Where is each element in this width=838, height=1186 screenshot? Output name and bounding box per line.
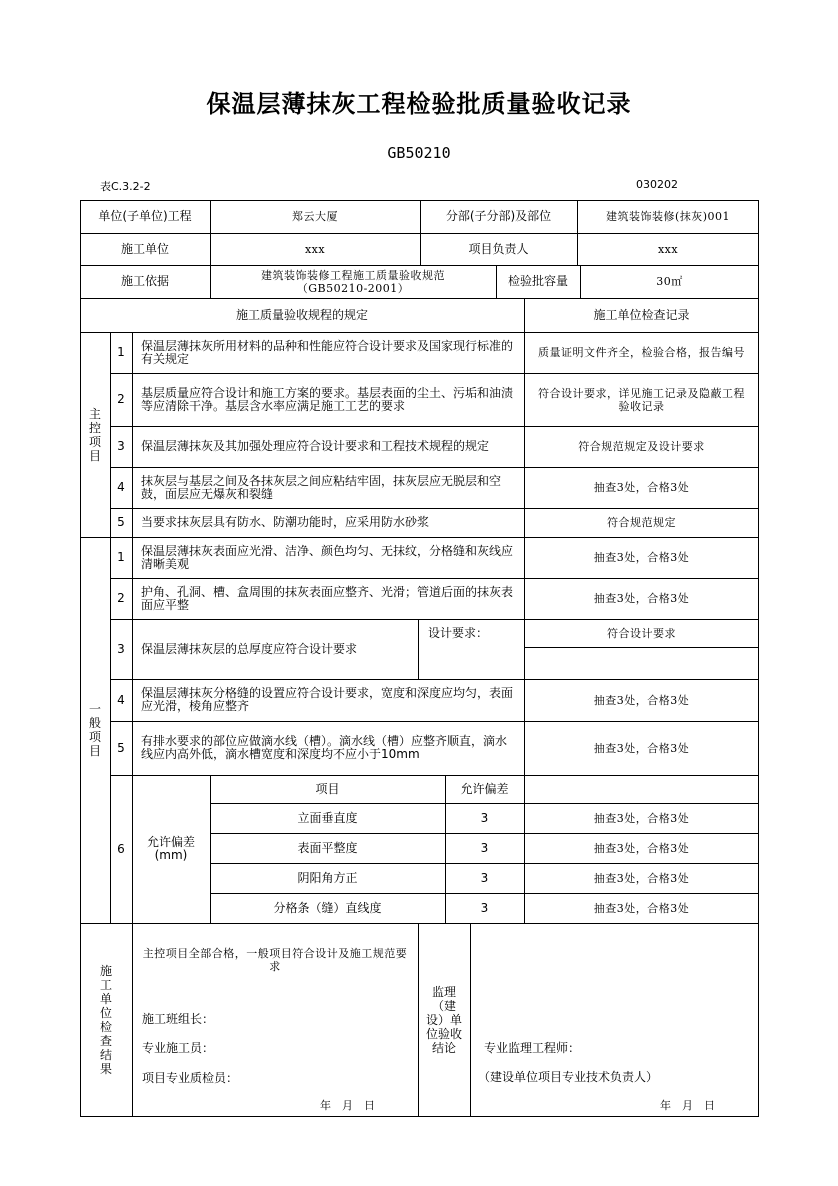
team-leader-label: 施工班组长： — [142, 1012, 215, 1026]
supervising-engineer-label: 专业监理工程师： — [484, 1041, 581, 1055]
tolerance-row-item: 表面平整度 — [297, 840, 358, 855]
supervisor-result-label: 监理（建设）单位验收结论 — [426, 985, 463, 1055]
tolerance-row-item: 阴阳角方正 — [297, 870, 358, 885]
record-column-header: 施工单位检查记录 — [593, 307, 690, 322]
inspection-table — [80, 200, 759, 1117]
tolerance-row-record: 抽查3处，合格3处 — [593, 901, 690, 915]
contractor-result-text: 主控项目全部合格，一般项目符合设计及施工规范要求 — [142, 947, 408, 973]
basis-value: 建筑装饰装修工程施工质量验收规范（GB50210-2001） — [261, 268, 445, 295]
design-requirement-label: 设计要求： — [428, 625, 489, 640]
main-item-no: 2 — [117, 392, 125, 406]
main-item-text: 当要求抹灰层具有防水、防潮功能时，应采用防水砂浆 — [141, 515, 430, 529]
unit-value: 郑云大厦 — [292, 210, 338, 223]
general-item-text: 保温层薄抹灰层的总厚度应符合设计要求 — [141, 641, 358, 656]
tolerance-row-item: 分格条（缝）直线度 — [273, 900, 382, 915]
main-item-no: 1 — [117, 345, 125, 359]
page-title: 保温层薄抹灰工程检验批质量验收记录 — [206, 90, 632, 118]
main-item-no: 3 — [117, 439, 125, 453]
capacity-label: 检验批容量 — [507, 274, 568, 288]
main-item-text: 保温层薄抹灰所用材料的品种和性能应符合设计要求及国家现行标准的有关规定 — [141, 338, 514, 366]
tolerance-dev-header: 允许偏差 — [460, 781, 509, 796]
general-item-record: 抽查3处，合格3处 — [593, 741, 690, 755]
owner-representative-label: （建设单位项目专业技术负责人） — [478, 1070, 659, 1084]
manager-value: xxx — [657, 242, 679, 256]
general-item-record: 抽查3处，合格3处 — [593, 693, 690, 707]
main-item-record: 符合规范规定及设计要求 — [578, 440, 705, 453]
tolerance-row-record: 抽查3处，合格3处 — [593, 811, 690, 825]
tolerance-label: 允许偏差(mm) — [146, 835, 195, 862]
basis-label: 施工依据 — [120, 274, 169, 288]
division-value: 建筑装饰装修(抹灰)001 — [605, 210, 731, 223]
contractor-value: xxx — [304, 242, 326, 256]
construction-worker-label: 专业施工员： — [142, 1041, 215, 1055]
tolerance-row-dev: 3 — [480, 810, 489, 825]
main-item-no: 4 — [117, 480, 125, 494]
general-item-text: 有排水要求的部位应做滴水线（槽）。滴水线（槽）应整齐顺直，滴水线应内高外低，滴水槽宽度和深度均不应小于10mm — [141, 734, 508, 761]
general-item-no: 4 — [117, 692, 125, 707]
standard-code: GB50210 — [387, 144, 451, 162]
tolerance-row-item: 立面垂直度 — [297, 810, 358, 825]
tolerance-row-dev: 3 — [480, 900, 489, 915]
general-item-record: 抽查3处，合格3处 — [593, 551, 690, 564]
supervisor-date: 年 月 日 — [660, 1099, 715, 1112]
main-item-record: 符合规范规定 — [607, 516, 676, 529]
main-item-record: 抽查3处，合格3处 — [593, 481, 690, 494]
form-number: 表C.3.2-2 — [100, 180, 151, 193]
main-item-record: 质量证明文件齐全，检验合格，报告编号 — [538, 346, 745, 359]
general-item-text: 护角、孔洞、槽、盒周围的抹灰表面应整齐、光滑；管道后面的抹灰表面应平整 — [141, 584, 514, 612]
contractor-date: 年 月 日 — [320, 1099, 375, 1112]
form-code: 030202 — [636, 178, 678, 191]
tolerance-item-no: 6 — [117, 841, 125, 856]
general-item-text: 保温层薄抹灰表面应光滑、洁净、颜色均匀、无抹纹，分格缝和灰线应清晰美观 — [141, 543, 514, 571]
tolerance-row-record: 抽查3处，合格3处 — [593, 841, 690, 855]
main-item-text: 保温层薄抹灰及其加强处理应符合设计要求和工程技术规程的规定 — [141, 439, 490, 453]
tolerance-row-dev: 3 — [480, 840, 489, 855]
general-item-no: 1 — [117, 550, 125, 564]
main-item-no: 5 — [117, 515, 125, 529]
tolerance-row-dev: 3 — [480, 870, 489, 885]
quality-inspector-label: 项目专业质检员： — [142, 1071, 239, 1085]
main-group-label: 主控项目 — [88, 406, 101, 463]
contractor-result-label: 施工单位检查结果 — [99, 964, 112, 1076]
tolerance-row-record: 抽查3处，合格3处 — [593, 871, 690, 885]
general-item-no: 2 — [117, 591, 125, 605]
tolerance-item-header: 项目 — [315, 781, 340, 796]
main-item-text: 基层质量应符合设计和施工方案的要求。基层表面的尘土、污垢和油渍等应清除干净。基层含水率应满足施工工艺的要求 — [141, 385, 514, 413]
general-group-label: 一般项目 — [88, 702, 101, 758]
general-item-text: 保温层薄抹灰分格缝的设置应符合设计要求，宽度和深度应均匀，表面应光滑，棱角应整齐 — [141, 686, 514, 713]
main-item-text: 抹灰层与基层之间及各抹灰层之间应粘结牢固，抹灰层应无脱层和空鼓，面层应无爆灰和裂缝 — [141, 473, 502, 501]
spec-column-header: 施工质量验收规程的规定 — [235, 307, 368, 322]
unit-label: 单位(子单位)工程 — [98, 209, 192, 223]
general-item-record: 符合设计要求 — [607, 626, 676, 640]
general-item-no: 5 — [117, 740, 125, 755]
main-item-record: 符合设计要求，详见施工记录及隐蔽工程验收记录 — [538, 386, 745, 413]
general-item-record: 抽查3处，合格3处 — [593, 592, 690, 605]
manager-label: 项目负责人 — [468, 241, 529, 256]
capacity-value: 30㎡ — [656, 275, 683, 288]
division-label: 分部(子分部)及部位 — [445, 209, 552, 223]
general-item-record-secondary — [524, 647, 759, 679]
general-item-no: 3 — [117, 641, 125, 656]
contractor-label: 施工单位 — [120, 241, 169, 256]
